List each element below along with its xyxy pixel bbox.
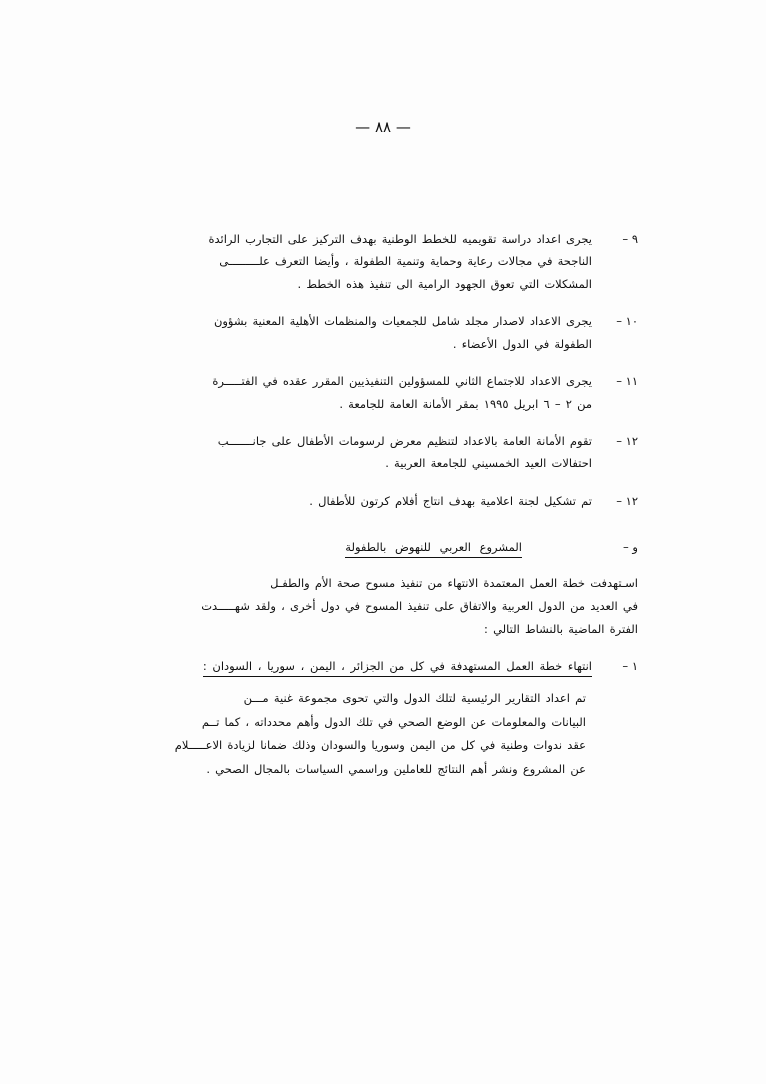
text-line: يجرى اعداد دراسة تقويميه للخطط الوطنية بهدف التركيز على التجارب الرائدة <box>208 232 592 246</box>
list-item-marker: ١٢ – <box>616 433 638 448</box>
list-item-marker: ١١ – <box>616 374 638 389</box>
text-line: تم تشكيل لجنة اعلامية بهدف انتاج أفلام كرتون للأطفال . <box>309 493 592 508</box>
section-paragraph <box>128 572 638 641</box>
text-line: في العديد من الدول العربية والاتفاق على تنفيذ المسوح في دول أخرى ، ولقد شهـــــدت <box>201 599 638 614</box>
text-line: الفترة الماضية بالنشاط التالي : <box>484 622 638 637</box>
sub-item-marker: ١ – <box>622 659 638 674</box>
text-line: تم اعداد التقارير الرئيسية لتلك الدول والتي تحوى مجموعة غنية مـــن <box>243 691 586 706</box>
section-marker: و – <box>623 540 638 555</box>
list-item <box>128 228 638 295</box>
list-item-body <box>128 370 592 415</box>
page-content <box>128 228 638 781</box>
text-line: من ٢ – ٦ ابريل ١٩٩٥ بمقر الأمانة العامة للجامعة . <box>339 396 592 411</box>
list-item-body <box>128 228 592 295</box>
text-line: عقد ندوات وطنية في كل من اليمن وسوريا والسودان وذلك ضمانا لزيادة الاعـــــلام <box>174 738 586 753</box>
section-title: المشروع العربي للنهوض بالطفولة <box>345 540 522 558</box>
sub-item-title: انتهاء خطة العمل المستهدفة في كل من الجزائر ، اليمن ، سوريا ، السودان : <box>203 659 592 677</box>
section-heading <box>128 540 638 558</box>
list-item-body <box>128 490 592 512</box>
list-item <box>128 490 638 512</box>
text-line: يجرى الاعداد للاجتماع الثاني للمسؤولين التنفيذيين المقرر عقده في الفتـــــرة <box>212 374 592 389</box>
list-item <box>128 430 638 475</box>
text-line: تقوم الأمانة العامة بالاعداد لتنظيم معرض لرسومات الأطفال على جانـــــــب <box>217 433 592 448</box>
list-item-marker: ١٠ – <box>616 314 638 329</box>
list-item-marker: ٩ – <box>622 232 638 246</box>
text-line: اسـتهدفت خطة العمل المعتمدة الانتهاء من تنفيذ مسوح صحة الأم والطفـل <box>270 576 638 591</box>
list-item-body <box>128 430 592 475</box>
list-item <box>128 310 638 355</box>
text-line: البيانات والمعلومات عن الوضع الصحي في تلك الدول وأهم محدداته ، كما تــم <box>201 714 586 729</box>
list-item <box>128 370 638 415</box>
page-number: — ٨٨ — <box>355 118 411 136</box>
text-line: المشكلات التي تعوق الجهود الرامية الى تنفيذ هذه الخطط . <box>297 276 592 291</box>
list-item-body <box>128 310 592 355</box>
list-item-marker: ١٢ – <box>616 493 638 508</box>
text-line: يجرى الاعداد لاصدار مجلد شامل للجمعيات والمنظمات الأهلية المعنية بشؤون <box>213 314 592 329</box>
text-line: الناجحة في مجالات رعاية وحماية وتنمية الطفولة ، وأيضا التعرف علـــــــــى <box>219 254 592 269</box>
text-line: الطفولة في الدول الأعضاء . <box>452 336 592 351</box>
sub-paragraph <box>164 687 586 781</box>
sub-item <box>128 659 638 677</box>
text-line: عن المشروع ونشر أهم النتائج للعاملين وراسمي السياسات بالمجال الصحي . <box>206 761 586 776</box>
text-line: احتفالات العيد الخمسيني للجامعة العربية . <box>385 456 592 471</box>
